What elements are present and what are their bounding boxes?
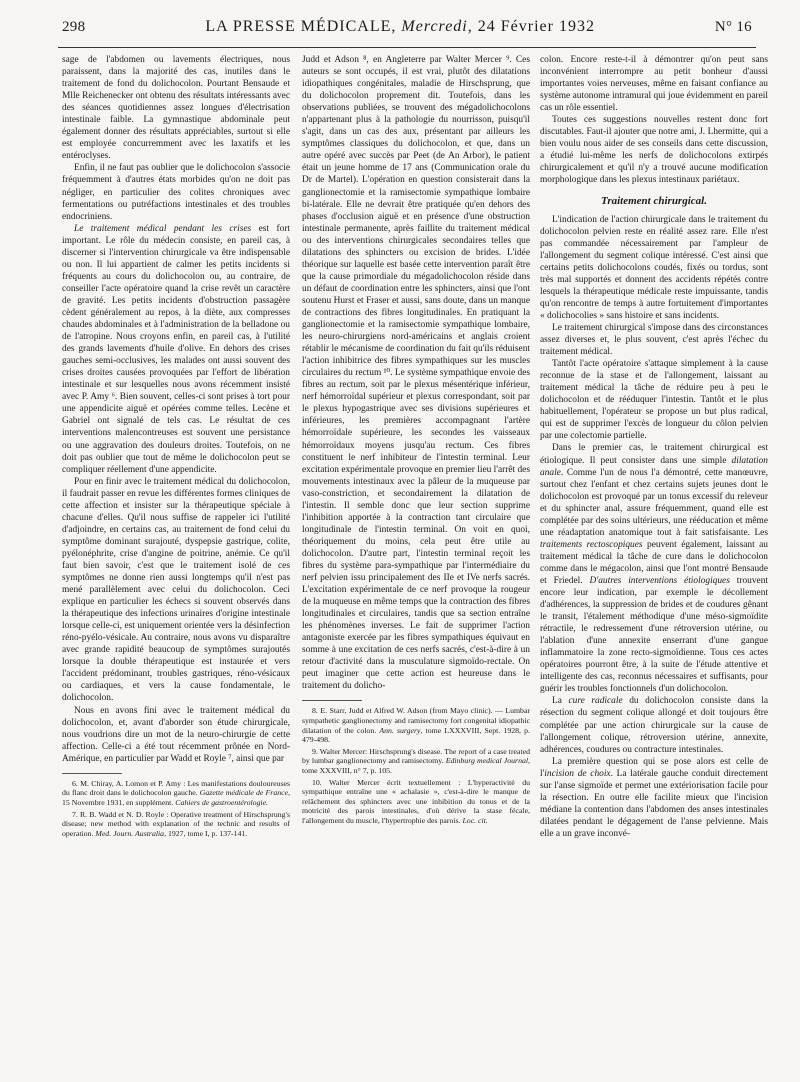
footnote-7 (62, 810, 290, 839)
col1-paragraph: sage de l'abdomen ou lavements électriques, nous paraissent, dans la majorité des cas, inutiles dans le traitement de fond du dolichocolon. Pourtant Bensaude et Mlle Reichenecker ont obtenu des résultats intéressants avec des séances quotidiennes assez longues d'électrisation intestinale faible. La gymnastique abdominale peut également donner des résultats appréciables, surtout si elle est employée concurremment avec les laxatifs et les entéroclyses. (62, 55, 290, 162)
paragraph-text: est fort important. Le rôle du médecin consiste, en pareil cas, à discerner si l'intervention chirurgicale va être indispensable ou non. Il lui appartient de calmer les petits incidents si fréquents au cours du dolichocolon ou, au contraire, de conseiller l'acte opératoire quand la crise revêt un caractère de gravité. Les petits incidents d'obstruction passagère cèdent généralement au repos, à la diète, aux compresses chaudes abdominales et à l'administration de la belladone ou de l'atropine. Nous croyons enfin, en pareil cas, à l'utilité des grands lavements d'huile d'olive. En dehors des crises gauches semi-occlusives, les malades ont aussi souvent des crises droites causées provoquées par l'effort de libération intestinale et sur lesquelles nous avons récemment insisté avec P. Amy ⁶. Bien souvent, celles-ci sont prises à tort pour une appendicite aiguë et opérées comme telles. Lecène et Gabriel ont signalé de tels cas. Le résultat de ces interventions malencontreuses est souvent une persistance ou une aggravation des douleurs droites. Toutefois, on ne doit pas oublier que tout de même le dolichocolon peut se compliquer réellement d'une appendicite. (62, 223, 291, 475)
issue-number: N° 16 (714, 19, 752, 35)
footnote-text: , tome LXXXVIII, Sept. 1928, p. 479-498. (302, 725, 530, 745)
footnote-8 (302, 706, 530, 744)
page-number: 298 (62, 19, 86, 35)
paragraph-text: La (552, 696, 569, 707)
italic-phrase: traitements rectoscopiques (540, 539, 643, 550)
issue-date: 24 Février 1932 (477, 18, 595, 35)
footnote-rule (62, 773, 122, 774)
footnote-10 (302, 778, 530, 826)
footnote-text: 7. R. B. Wadd et N. D. Royle : Operative treatment of Hirschsprung's disease; new method with explanation of the technic and results of operation. (62, 809, 290, 838)
col3-paragraph: L'indication de l'action chirurgicale dans le traitement du dolichocolon pelvien reste en réalité assez rare. Elle n'est pas commandée nécessairement par l'ampleur de l'allongement du segment colique intéressé. C'est ainsi que certains petits dolichocolons coudés, fixés ou tordus, sont très mal supportés et donnent des accidents répétés contre lesquels la thérapeutique médicale reste impuissante, tandis qu'on rencontre de temps à autre fortuitement d'importantes « dolichocolies » sans histoire et sans incidents. (540, 214, 768, 321)
column-2 (302, 54, 530, 828)
footnote-text: , tome XXXVIII, n° 7, p. 105. (302, 756, 530, 776)
italic-phrase: D'autres interventions étiologiques (589, 575, 730, 586)
issue-day: Mercredi, (401, 18, 473, 35)
col1-paragraph: Nous en avons fini avec le traitement médical du dolichocolon, et, avant d'aborder son étude chirurgicale, nous voudrions dire un mot de la neuro-chirurgie de cette affection. Celle-ci a été tout récemment prônée en Nord-Amérique, en particulier par Wadd et Royle ⁷, ainsi que par (62, 705, 290, 764)
paragraph-text: La première question qui se pose alors est celle de l' (540, 756, 768, 779)
italic-phrase: cure radicale (568, 696, 623, 707)
col3-paragraph: colon. Encore reste-t-il à démontrer qu'on peut sans inconvénient interrompre au petit bonheur d'aussi importantes voies nerveuses, même en faisant confiance au système autonome intramural qui joue évidemment en pareil cas un rôle essentiel. (540, 55, 768, 114)
italic-phrase: Le traitement médical pendant les crises (74, 223, 252, 234)
col1-paragraph: Enfin, il ne faut pas oublier que le dolichocolon s'associe fréquemment à d'autres états morbides qu'on ne doit pas négliger, en particulier des colites chroniques avec fermentations ou putréfactions intestinales et des troubles endocriniens. (62, 163, 290, 222)
footnote-source: Edinburg medical Journal (445, 756, 529, 766)
col3-paragraph (540, 695, 768, 755)
col1-paragraph (62, 223, 290, 476)
footnote-text: 8. E. Starr, Judd et Alfred W. Adson (from Mayo clinic). — Lumbar sympathetic ganglionectomy and ramisectomy fort congenital idiopathic dilatation of the colon. (302, 706, 530, 735)
italic-phrase: dilatation anale (540, 455, 768, 478)
col3-paragraph (540, 756, 768, 840)
footnote-text: 9. Walter Mercer: Hirschsprung's disease. The report of a case treated by lumbar ganglionectomy and ramisectomy. (302, 746, 530, 766)
footnote-6 (62, 779, 290, 808)
footnote-rule (302, 700, 362, 701)
col3-paragraph: Le traitement chirurgical s'impose dans des circonstances assez diverses et, le plus souvent, c'est après l'échec du traitement médical. (540, 322, 768, 358)
paragraph-text: Dans le premier cas, le traitement chirurgical est étiologique. Il peut consister dans une simple (540, 443, 768, 466)
column-3 (540, 54, 768, 840)
paragraph-text: trouvent encore leur indication, par exemple le décollement d'adhérences, la suppression de brides et de coudures gênant le transit, l'étalement méthodique d'une méso-sigmoïdite rétractile, le redressement d'une rétroversion utérine, ou l'ablation d'une annexite enserrant d'une gangue inflammatoire la zone recto-sigmoïdienne. Tous ces actes opératoires pourront être, à la suite de l'étude attentive et intelligente des cas, reconnus nécessaires et suffisants, pour guérir les troubles fonctionnels d'un dolichocolon. (540, 575, 769, 695)
col3-paragraph (540, 442, 768, 695)
footnote-source: Med. Journ. Australia (95, 828, 165, 838)
footnote-source: Loc. cit. (462, 816, 488, 826)
section-title: Traitement chirurgical. (601, 194, 707, 207)
paragraph-text: peuvent également, laissant au traitement médical la tâche de cure dans le dolichocolon comme dans le mégacolon, ainsi que l'ont montré Bensaude et Friedel. (540, 539, 768, 586)
page-header (62, 18, 752, 44)
footnote-text: , 15 Novembre 1931, en supplément. (62, 788, 291, 807)
footnote-text: , 1927, tome I, p. 137-141. (164, 828, 248, 838)
col3-paragraph: Toutes ces suggestions nouvelles restent donc fort discutables. Faut-il ajouter que notre ami, J. Lhermitte, qui a bien voulu nous aider de ses conseils dans cette discussion, a étudié lui-même les nerfs de dolichocolons extirpés chirurgicalement et qu'il n'y a trouvé aucune modification morphologique dans les plexus intestinaux pariétaux. (540, 115, 768, 186)
footnote-source: Gazette médicale de France (199, 788, 289, 798)
paragraph-text: du dolichocolon consiste dans la résection du segment colique allongé et doit toujours être complétée par une action chirurgicale sur la cause de l'allongement colique, rétroversion utérine, annexite, adhérences, coudures ou contracture intestinales. (540, 696, 768, 755)
journal-name: LA PRESSE MÉDICALE, (205, 18, 397, 35)
footnote-text: 6. M. Chiray, A. Lomon et P. Amy : Les manifestations douloureuses du flanc droit dans le dolichocolon gauche. (62, 778, 290, 798)
italic-phrase: incision de choix (544, 768, 611, 779)
footnote-source: Cahiers de gastroentérologie. (175, 797, 269, 807)
column-1 (62, 54, 290, 840)
col1-paragraph: Pour en finir avec le traitement médical du dolichocolon, il faudrait passer en revue les différentes formes cliniques de cette affection et insister sur la thérapeutique spéciale à chacune d'elles. Qu'il nous suffise de rappeler ici l'utilité d'adjoindre, en certains cas, au traitement de fond celui du symptôme dominant surajouté, dyspepsie gastrique, colite, pyélonéphrite, crise d'angine de poitrine, anémie. Ce qu'il faut bien savoir, c'est que le traitement isolé de ces symptômes ne donne rien aussi longtemps qu'il n'est pas mené parallèlement avec celui du dolichocolon. Ceci explique en particulier les échecs si souvent observés dans la thérapeutique des infections urinaires d'origine intestinale lorsque celle-ci, est uniquement orientée vers la désinfection réno-pyélo-vésicale. Au contraire, nous avons vu disparaître avec grande rapidité beaucoup de symptômes surajoutés lorsque la double thérapeutique est instaurée et vers l'accident prédominant, troubles gastriques, réno-vésicaux ou cardiaques, et vers la cause fondamentale, le dolichocolon. (62, 476, 290, 704)
paragraph-text: . La latérale gauche conduit directement sur l'anse sigmoïde et permet une extériorisation facile pour la résection. En outre elle facilite mieux que l'incision médiane la contention dans l'abdomen des anses intestinales dilatées pendant le dégagement de l'anse pelvienne. Mais elle a un grave inconvé- (540, 768, 768, 839)
footnote-9 (302, 747, 530, 776)
footnote-source: Ann. surgery (379, 725, 421, 735)
col2-paragraph: Judd et Adson ⁸, en Angleterre par Walter Mercer ⁹. Ces auteurs se sont occupés, il est vrai, plutôt des dilatations idiopathiques congénitales, maladie de Hirschsprung, que du dolichocolon proprement dit. Toutefois, dans les observations publiées, se trouvent des mégadolichocolons n'appartenant plus à la pathologie du nourrisson, puisqu'il s'agit, dans un cas des aux, présentant par ailleurs les symptômes classiques du dolichocolon, et que, dans un autre opéré avec succès par Peet (de An Arbor), le patient était un jeune homme de 17 ans (Communication orale du Dr de Martel). L'opération en question consisterait dans la ganglionectomie et la ramisectomie sympathique lombaire bi-latérale. Elle ne devrait être pratiquée qu'en dehors des phases d'occlusion aiguë et en présence d'une obstruction intestinale permanente, après faillite du traitement médical ou des interventions chirurgicales secondaires telles que dilatations des sphincters ou excision de brides. L'idée théorique sur laquelle est basée cette intervention paraît être que la cause primordiale du mégadolichocolon réside dans un défaut de coordination entre les sphincters, ainsi que l'ont soutenu Hurst et Fraser et aussi, sans doute, dans un manque de contractions des fibres longitudinales. En pratiquant la ganglionectomie et la ramisectomie sympathique lombaire, les neuro-chirurgiens nord-américains et anglais croient rétablir le mécanisme de coordination du fait qu'ils réduisent l'action inhibitrice des fibres sympathiques sur les muscles circulaires du rectum ¹⁰. Le système sympathique envoie des fibres au rectum, soit par le plexus mésentérique inférieur, nerf hémorroïdal supérieur et plexus correspondant, soit par le plexus hypogastrique avec ses divisions supérieures et inférieures, les premières accompagnant l'artère hémorroïdale supérieure, les secondes les vaisseaux hémorroïdaux moyens jusqu'au rectum. Ces fibres constituent le nerf inhibiteur de l'intestin terminal. Leur excitation expérimentale provoque en premier lieu l'arrêt des mouvements intestinaux avec la pâleur de la muqueuse par vaso-constriction, et secondairement la dilatation de l'intestin. Il semble donc que leur section supprime l'inhibition apportée à la contraction tant circulaire que longitudinale de l'intestin terminal. On voit en quoi, théoriquement du moins, cela peut être utile au dolichocolon. D'autre part, l'intestin terminal reçoit les fibres du système para-sympathique par l'intermédiaire du nerf pelvien issu principalement des IIe et IVe nerfs sacrés. L'excitation expérimentale de ce nerf provoque la rougeur de la muqueuse en même temps que la contraction des fibres longitudinales et circulaires, tandis que sa section entraîne les phénomènes inverses. Le fait de supprimer l'action antagoniste exercée par les fibres sympathiques équivaut en somme à une excitation de ces nerfs sacrés, c'est-à-dire à un retour d'activité dans la musculature sigmoïdo-rectale. On peut imaginer que cette action est heureuse dans le traitement du dolicho- (302, 55, 530, 692)
paragraph-text: . Comme l'un de nous l'a démontré, cette manœuvre, surtout chez l'enfant et chez certains sujets jeunes dont le dolichocolon est provoqué par un tonus excessif du releveur et du sphincter anal, assure fréquemment, quand elle est complétée par des soins ultérieurs, une rééducation et même une réadaptation anatomique tout à fait satisfaisante. Les (540, 467, 768, 538)
footnote-text: 10. Walter Mercer écrit textuellement : L'hyperactivité du sympathique entraîne une « achalasie », c'est-à-dire le manque de relâchement des sphincters avec une inhibition du tonus et de la motricité des parois intestinales, d'où dérive la stase fécale, l'allongement du muscle, l'hypertrophie des parois. (302, 777, 530, 826)
header-rule (58, 47, 756, 48)
journal-title (205, 18, 595, 36)
col3-paragraph: Tantôt l'acte opératoire s'attaque simplement à la cause reconnue de la stase et de l'allongement, laissant au traitement médical la tâche de réduire peu à peu le dolichocolon et de rééduquer l'intestin. Tantôt et le plus habituellement, l'opérateur se propose un but plus radical, qui est de supprimer l'excès de longueur du côlon pelvien par une colectomie partielle. (540, 359, 768, 442)
